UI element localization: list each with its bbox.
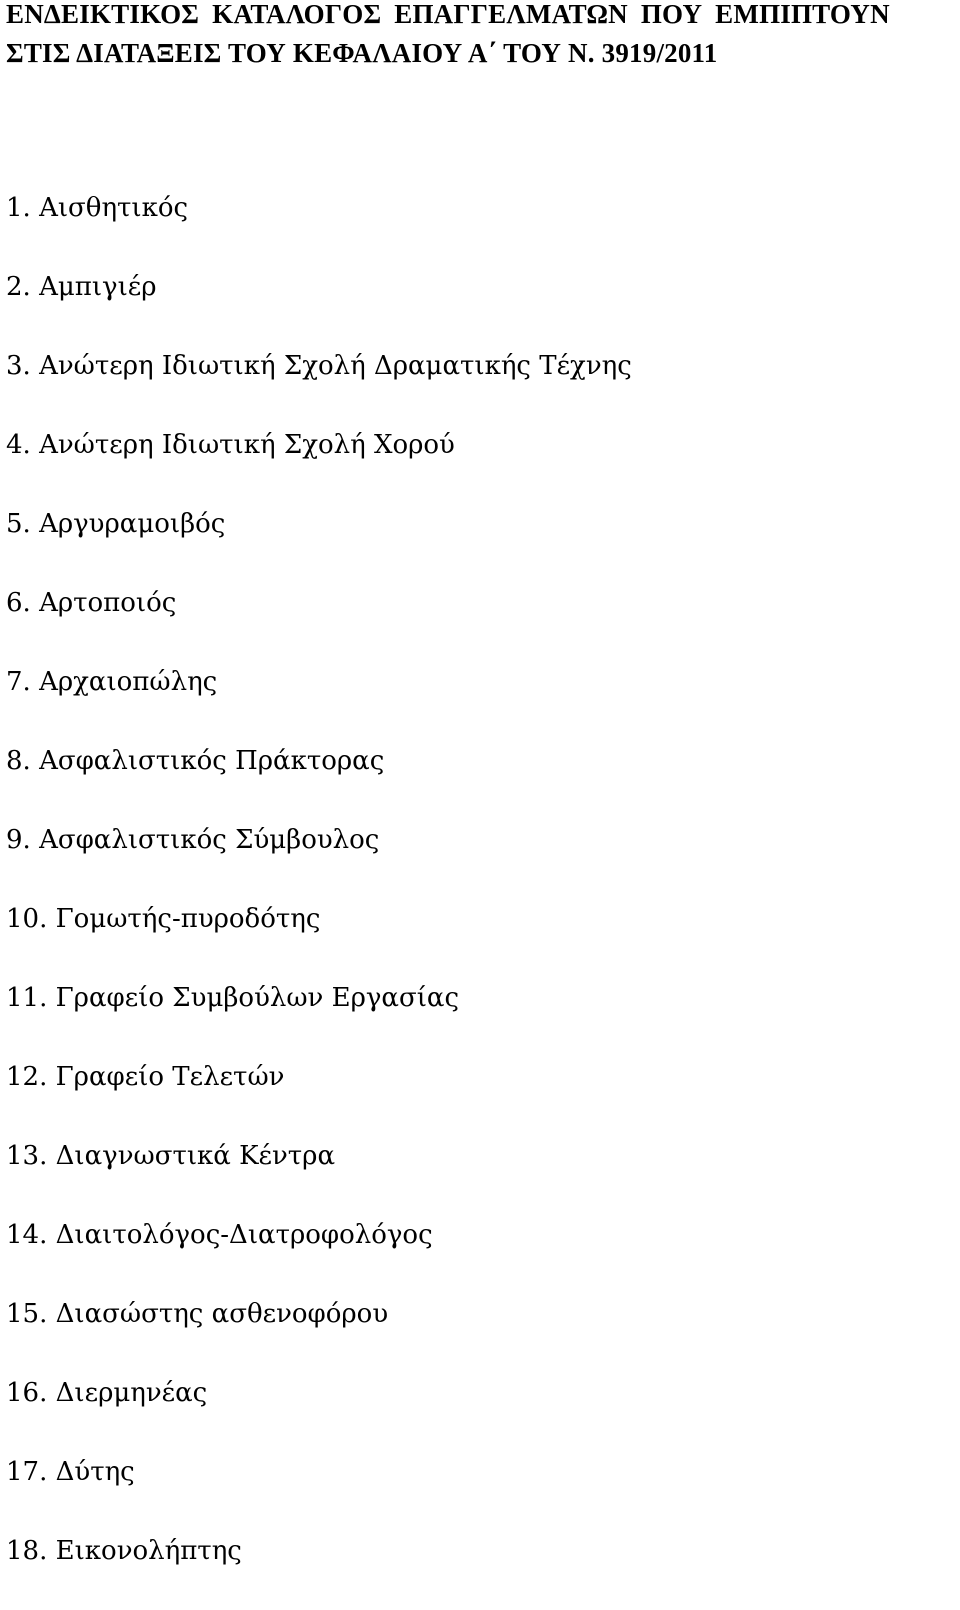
list-item (6, 188, 632, 267)
list-item (6, 978, 632, 1057)
list-item (6, 425, 632, 504)
item-number: 4. (6, 430, 31, 460)
list-item (6, 1531, 632, 1610)
item-label: Διερμηνέας (55, 1378, 208, 1408)
item-label: Ανώτερη Ιδιωτική Σχολή Δραματικής Τέχνης (39, 351, 632, 381)
list-item (6, 504, 632, 583)
list-item (6, 662, 632, 741)
item-label: Αρχαιοπώλης (39, 667, 218, 697)
item-label: Αρτοποιός (39, 588, 177, 618)
list-item (6, 346, 632, 425)
list-item (6, 1294, 632, 1373)
item-number: 14. (6, 1220, 48, 1250)
item-label: Ασφαλιστικός Πράκτορας (39, 746, 385, 776)
list-item (6, 1057, 632, 1136)
item-label: Δύτης (55, 1457, 135, 1487)
list-item (6, 1373, 632, 1452)
item-number: 16. (6, 1378, 48, 1408)
item-number: 3. (6, 351, 31, 381)
list-item (6, 583, 632, 662)
item-number: 10. (6, 904, 48, 934)
item-label: Διαγνωστικά Κέντρα (55, 1141, 336, 1171)
item-number: 2. (6, 272, 31, 302)
item-number: 1. (6, 193, 31, 223)
item-number: 7. (6, 667, 31, 697)
item-label: Διασώστης ασθενοφόρου (55, 1299, 389, 1329)
profession-list (6, 188, 632, 1610)
item-label: Εικονολήπτης (55, 1536, 242, 1566)
item-number: 6. (6, 588, 31, 618)
list-item (6, 1215, 632, 1294)
list-item (6, 741, 632, 820)
item-number: 15. (6, 1299, 48, 1329)
item-number: 18. (6, 1536, 48, 1566)
item-label: Αμπιγιέρ (39, 272, 157, 302)
list-item (6, 1136, 632, 1215)
title-line-1: ΕΝΔΕΙΚΤΙΚΟΣ ΚΑΤΑΛΟΓΟΣ ΕΠΑΓΓΕΛΜΑΤΩΝ ΠΟΥ ΕΜΠΙΠΤΟΥΝ (6, 0, 890, 29)
item-label: Αισθητικός (39, 193, 189, 223)
list-item (6, 899, 632, 978)
item-number: 11. (6, 983, 48, 1013)
item-number: 13. (6, 1141, 48, 1171)
item-label: Γραφείο Συμβούλων Εργασίας (55, 983, 460, 1013)
item-label: Αργυραμοιβός (39, 509, 226, 539)
list-item (6, 267, 632, 346)
item-label: Διαιτολόγος-Διατροφολόγος (55, 1220, 433, 1250)
item-number: 9. (6, 825, 31, 855)
item-number: 12. (6, 1062, 48, 1092)
list-item (6, 1452, 632, 1531)
item-label: Ασφαλιστικός Σύμβουλος (39, 825, 380, 855)
list-item (6, 820, 632, 899)
title-line-2: ΣΤΙΣ ΔΙΑΤΑΞΕΙΣ ΤΟΥ ΚΕΦΑΛΑΙΟΥ Α΄ ΤΟΥ Ν. 3919/2011 (6, 38, 718, 68)
item-number: 8. (6, 746, 31, 776)
item-label: Γομωτής-πυροδότης (55, 904, 321, 934)
item-label: Γραφείο Τελετών (55, 1062, 285, 1092)
item-label: Ανώτερη Ιδιωτική Σχολή Χορού (39, 430, 455, 460)
document-title (6, 0, 960, 73)
item-number: 17. (6, 1457, 48, 1487)
item-number: 5. (6, 509, 31, 539)
